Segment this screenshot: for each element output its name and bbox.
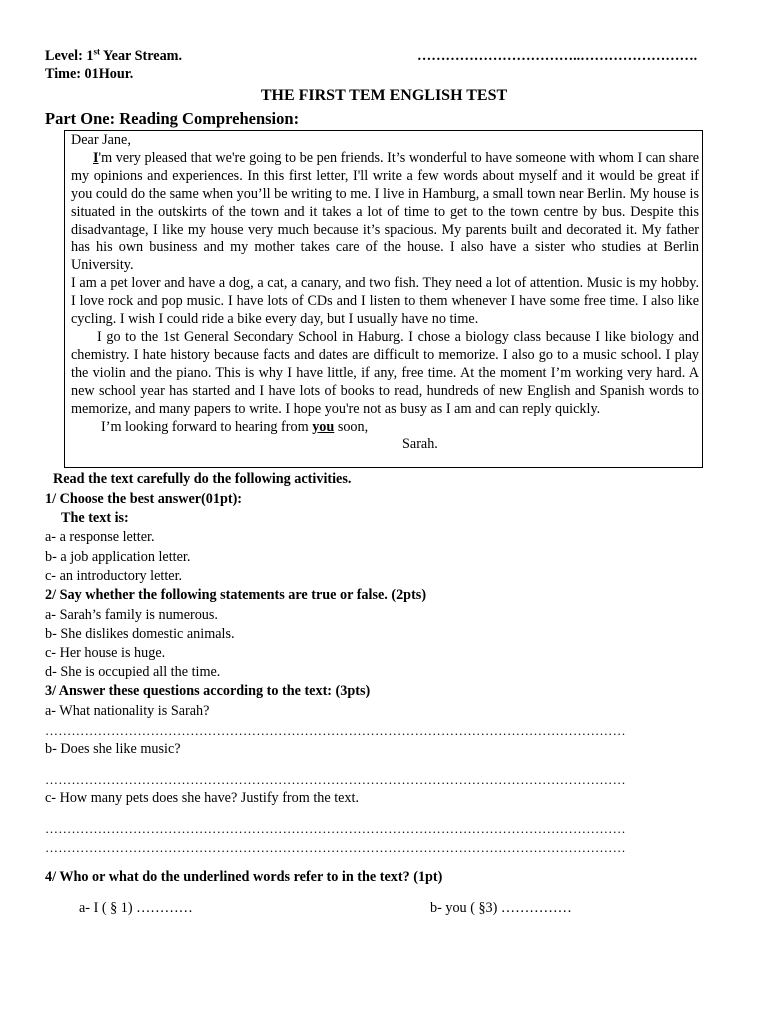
name-dots: ……………………………..……………………. bbox=[417, 48, 698, 64]
q4-title: 4/ Who or what do the underlined words refer to in the text? (1pt) bbox=[45, 869, 443, 885]
letter-paragraph-1 bbox=[71, 150, 699, 275]
underlined-word-i: I bbox=[93, 149, 99, 166]
q3-answer-line-c1[interactable]: …………………………………………………………………………………………………………………… bbox=[45, 821, 626, 836]
q1-option-a: a- a response letter. bbox=[45, 529, 155, 545]
letter-closing bbox=[71, 419, 699, 437]
letter-paragraph-2: I am a pet lover and have a dog, a cat, a canary, and two fish. They need a lot of attention. Music is my hobby. I love rock and pop music. I have lots of CDs and I listen to them whenever I have some free time. I also like cycling. I wish I could ride a bike every day, but I usually have no time. bbox=[71, 275, 699, 328]
instructions: Read the text carefully do the following activities. bbox=[53, 471, 352, 487]
letter-text bbox=[71, 132, 699, 454]
closing-post: soon, bbox=[334, 418, 369, 435]
q3-question-c: c- How many pets does she have? Justify from the text. bbox=[45, 790, 360, 806]
closing-pre: I’m looking forward to hearing from bbox=[101, 418, 313, 435]
q1-stem: The text is: bbox=[61, 510, 129, 526]
level-rest: Year Stream. bbox=[99, 48, 183, 64]
q1-option-c: c- an introductory letter. bbox=[45, 568, 183, 584]
letter-signature: Sarah. bbox=[402, 436, 438, 453]
letter-salutation: Dear Jane, bbox=[71, 132, 131, 148]
q3-answer-line-a[interactable]: …………………………………………………………………………………………………………………… bbox=[45, 723, 626, 738]
q1-option-b: b- a job application letter. bbox=[45, 549, 191, 565]
letter-paragraph-3: I go to the 1st General Secondary School in Haburg. I chose a biology class because I like biology and chemistry. I hate history because facts and dates are difficult to memorize. I also go to a music school. I play the violin and the piano. This is why I have little, if any, free time. At the moment I’m working very hard. A new school year has started and I have lots of books to read, hundreds of new English and Spanish words to memorize, and many papers to write. I hope you're not as busy as I am and can reply quickly. bbox=[71, 328, 699, 417]
part-one-heading: Part One: Reading Comprehension: bbox=[45, 109, 300, 128]
q2-title: 2/ Say whether the following statements are true or false. (2pts) bbox=[45, 587, 427, 603]
q2-item-a: a- Sarah’s family is numerous. bbox=[45, 607, 218, 623]
letter-box bbox=[64, 130, 703, 468]
level-sup: st bbox=[93, 46, 100, 57]
level-label: Level: 1 bbox=[45, 48, 94, 64]
q3-question-a: a- What nationality is Sarah? bbox=[45, 703, 210, 719]
q3-answer-line-b[interactable]: …………………………………………………………………………………………………………………… bbox=[45, 772, 626, 787]
q3-question-b: b- Does she like music? bbox=[45, 741, 181, 757]
q1-title: 1/ Choose the best answer(01pt): bbox=[45, 491, 243, 507]
letter-paragraph-1-text: 'm very pleased that we're going to be pen friends. It’s wonderful to have someone with whom I can share my opinions and experiences. In this first letter, I'll write a few words about myself and it would be great if you could do the same when you’ll be writing to me. I live in Hamburg, a small town near Berlin. My house is situated in the outskirts of the town and it takes a lot of time to get to the town centre by bus. Despite this disadvantage, I like my house very much because it’s spacious. My parents built and decorated it. My father has his own business and my mother takes care of the house. I also have a sister who studies at Berlin University. bbox=[71, 149, 699, 274]
q2-item-c: c- Her house is huge. bbox=[45, 645, 166, 661]
level-line bbox=[45, 47, 182, 66]
q3-answer-line-c2[interactable]: …………………………………………………………………………………………………………………… bbox=[45, 840, 626, 855]
underlined-word-you: you bbox=[312, 418, 335, 435]
q3-title: 3/ Answer these questions according to the text: (3pts) bbox=[45, 683, 371, 699]
q2-item-b: b- She dislikes domestic animals. bbox=[45, 626, 235, 642]
q2-item-d: d- She is occupied all the time. bbox=[45, 664, 221, 680]
q4-item-b: b- you ( §3) …………… bbox=[430, 900, 572, 916]
time-line: Time: 01Hour. bbox=[45, 66, 134, 82]
page-title: THE FIRST TEM ENGLISH TEST bbox=[260, 87, 508, 104]
q4-item-a: a- I ( § 1) ………… bbox=[79, 900, 193, 916]
